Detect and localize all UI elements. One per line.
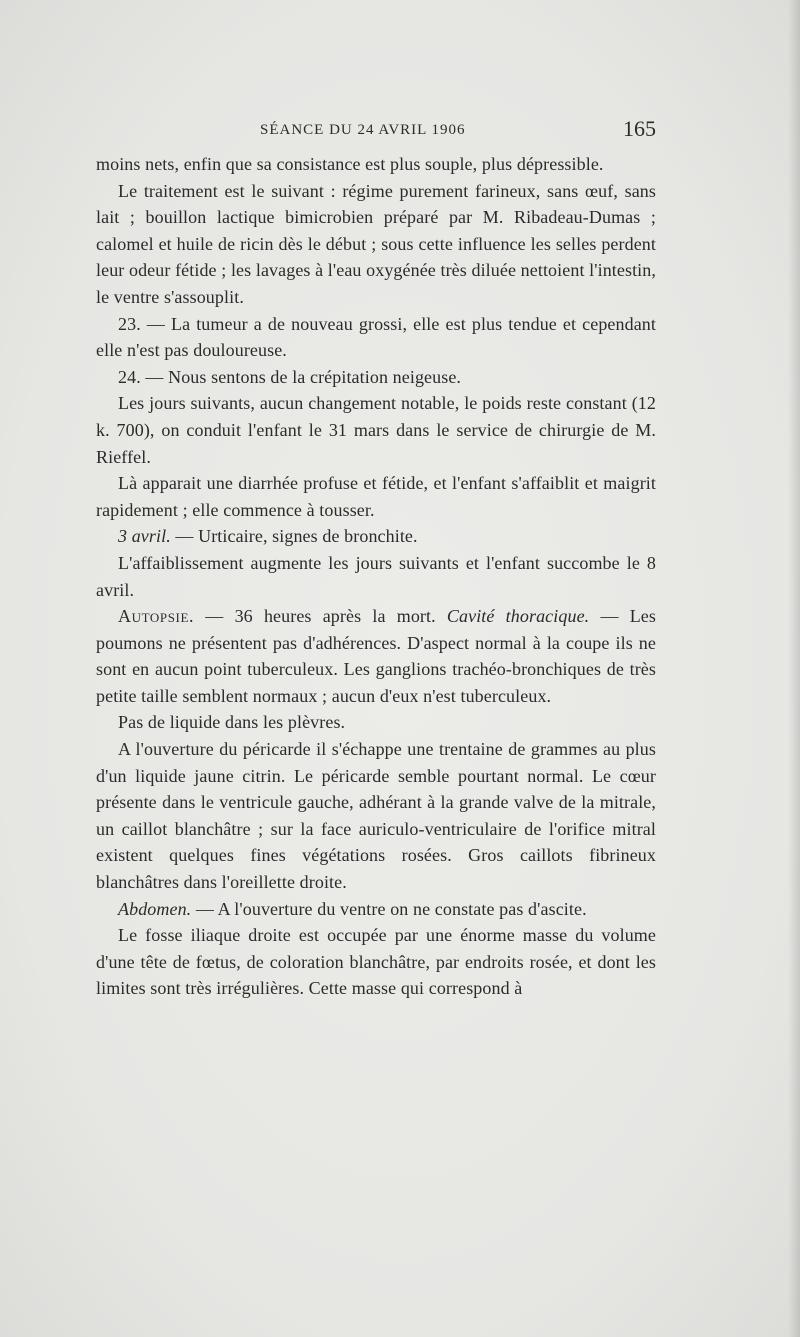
paragraph-pleura: Pas de liquide dans les plèvres. (118, 712, 346, 733)
paragraph-diarrhea: Là apparait une diarrhée profuse et fétide, et l'enfant s'affaiblit et maigrit rapidement ; elle commence à tousser. (96, 473, 656, 520)
page-number: 165 (623, 116, 656, 141)
page-edge-shadow (788, 0, 800, 1337)
paragraph-abdomen (96, 896, 656, 923)
paragraph-pericardium: A l'ouverture du péricarde il s'échappe une trentaine de grammes au plus d'un liquide jaune citrin. Le péricarde semble pourtant normal. Le cœur présente dans le ventricule gauche, adhérant à la grande valve de la mitrale, un caillot blanchâtre ; sur la face auriculo-ventriculaire de l'orifice mitral existent quelques fines végétations rosées. Gros caillots fibrineux blanchâtres dans l'oreillette droite. (96, 739, 656, 893)
autopsy-text-2: — Les poumons ne présentent pas d'adhérences. D'aspect normal à la coupe ils ne sont en aucun point tuberculeux. Les ganglions trachéo-bronchiques de très petite taille semblent normaux ; aucun d'eux n'est tuberculeux. (96, 606, 657, 706)
thoracic-label: Cavité thoracique. (446, 606, 590, 627)
paragraph-iliac-mass: Le fosse iliaque droite est occupée par une énorme masse du volume d'une tête de fœtus, de coloration blanchâtre, par endroits rosée, et dont les limites sont très irrégulières. Cette masse qui correspond à (96, 925, 656, 999)
paragraph-day-23: 23. — La tumeur a de nouveau grossi, elle est plus tendue et cependant elle n'est pas douloureuse. (96, 313, 656, 361)
body-text (96, 151, 656, 1002)
paragraph-death: L'affaiblissement augmente les jours suivants et l'enfant succombe le 8 avril. (96, 552, 656, 600)
april-3-text: — Urticaire, signes de bronchite. (170, 526, 418, 547)
autopsy-label: Autopsie. (118, 606, 195, 627)
paragraph-autopsy (96, 603, 656, 709)
abdomen-text: — A l'ouverture du ventre on ne constate pas d'ascite. (191, 898, 587, 919)
paragraph-following-days: Les jours suivants, aucun changement notable, le poids reste constant (12 k. 700), on conduit l'enfant le 31 mars dans le service de chirurgie de M. Rieffel. (96, 393, 656, 467)
page-header (96, 116, 656, 150)
paragraph-treatment: Le traitement est le suivant : régime purement farineux, sans œuf, sans lait ; bouillon lactique bimicrobien préparé par M. Ribadeau-Dumas ; calomel et huile de ricin dès le début ; sous cette influence les selles perdent leur odeur fétide ; les lavages à l'eau oxygénée très diluée nettoient l'intestin, le ventre s'assouplit. (96, 180, 656, 307)
running-head: SÉANCE DU 24 AVRIL 1906 (260, 122, 466, 138)
paragraph-april-3 (96, 523, 656, 550)
paragraph-day-24: 24. — Nous sentons de la crépitation neigeuse. (118, 366, 462, 387)
paragraph-continuation: moins nets, enfin que sa consistance est plus souple, plus dépressible. (96, 154, 604, 174)
autopsy-text-1: — 36 heures après la mort. (194, 606, 447, 627)
date-label: 3 avril. (118, 526, 171, 547)
abdomen-label: Abdomen. (118, 898, 192, 919)
